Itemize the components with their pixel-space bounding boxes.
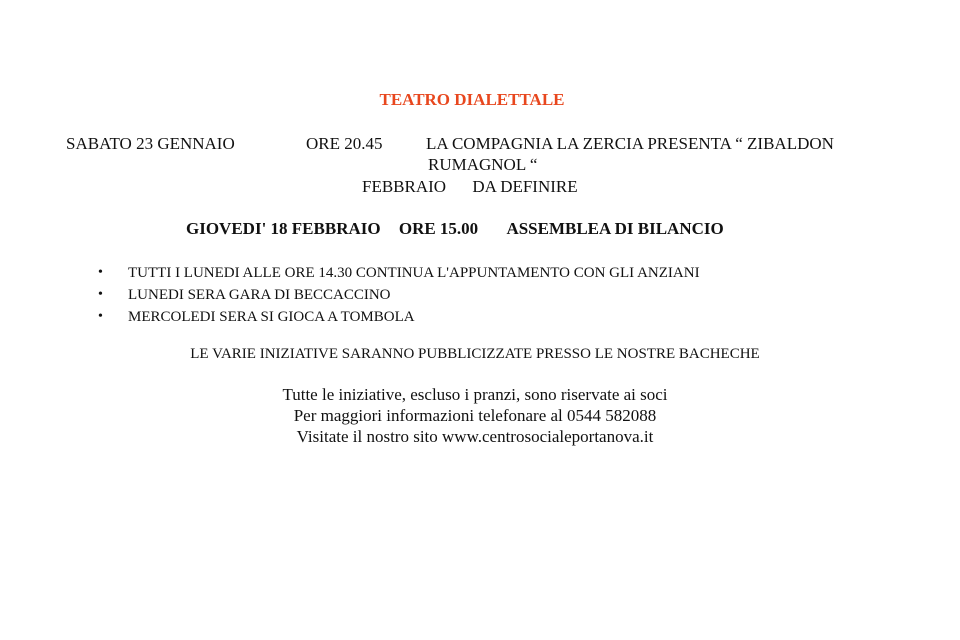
phone-note: Per maggiori informazioni telefonare al 0544 582088 <box>293 406 657 425</box>
bullet-icon: • <box>98 309 103 324</box>
assembly-date: GIOVEDI' 18 FEBBRAIO <box>186 219 381 238</box>
event-date: SABATO 23 GENNAIO <box>66 134 235 153</box>
bullet-icon: • <box>98 265 103 280</box>
bullet-icon: • <box>98 287 103 302</box>
members-note: Tutte le iniziative, escluso i pranzi, sono riservate ai soci <box>282 385 668 404</box>
activity-text: MERCOLEDI SERA SI GIOCA A TOMBOLA <box>128 309 415 325</box>
list-item <box>96 306 700 328</box>
list-item <box>96 262 700 284</box>
page-title: TEATRO DIALETTALE <box>379 90 565 109</box>
list-item <box>96 284 700 306</box>
activities-list <box>96 262 700 328</box>
footer-info <box>0 384 950 447</box>
activity-text: TUTTI I LUNEDI ALLE ORE 14.30 CONTINUA L'APPUNTAMENTO CON GLI ANZIANI <box>128 265 700 281</box>
assembly-announcement <box>186 219 724 239</box>
event-description-continued: RUMAGNOL “ <box>428 155 538 174</box>
event-time: ORE 20.45 <box>306 134 383 153</box>
assembly-time: ORE 15.00 <box>398 219 479 238</box>
notice-text: LE VARIE INIZIATIVE SARANNO PUBBLICIZZATE PRESSO LE NOSTRE BACHECHE <box>190 346 760 362</box>
assembly-description: ASSEMBLEA DI BILANCIO <box>506 219 724 238</box>
february-month: FEBBRAIO <box>362 177 447 196</box>
event-description: LA COMPAGNIA LA ZERCIA PRESENTA “ ZIBALDON <box>426 134 834 153</box>
february-event <box>362 177 578 197</box>
february-status: DA DEFINIRE <box>472 177 578 196</box>
activity-text: LUNEDI SERA GARA DI BECCACCINO <box>128 287 391 303</box>
website-note: Visitate il nostro sito www.centrosocialeportanova.it <box>296 427 654 446</box>
